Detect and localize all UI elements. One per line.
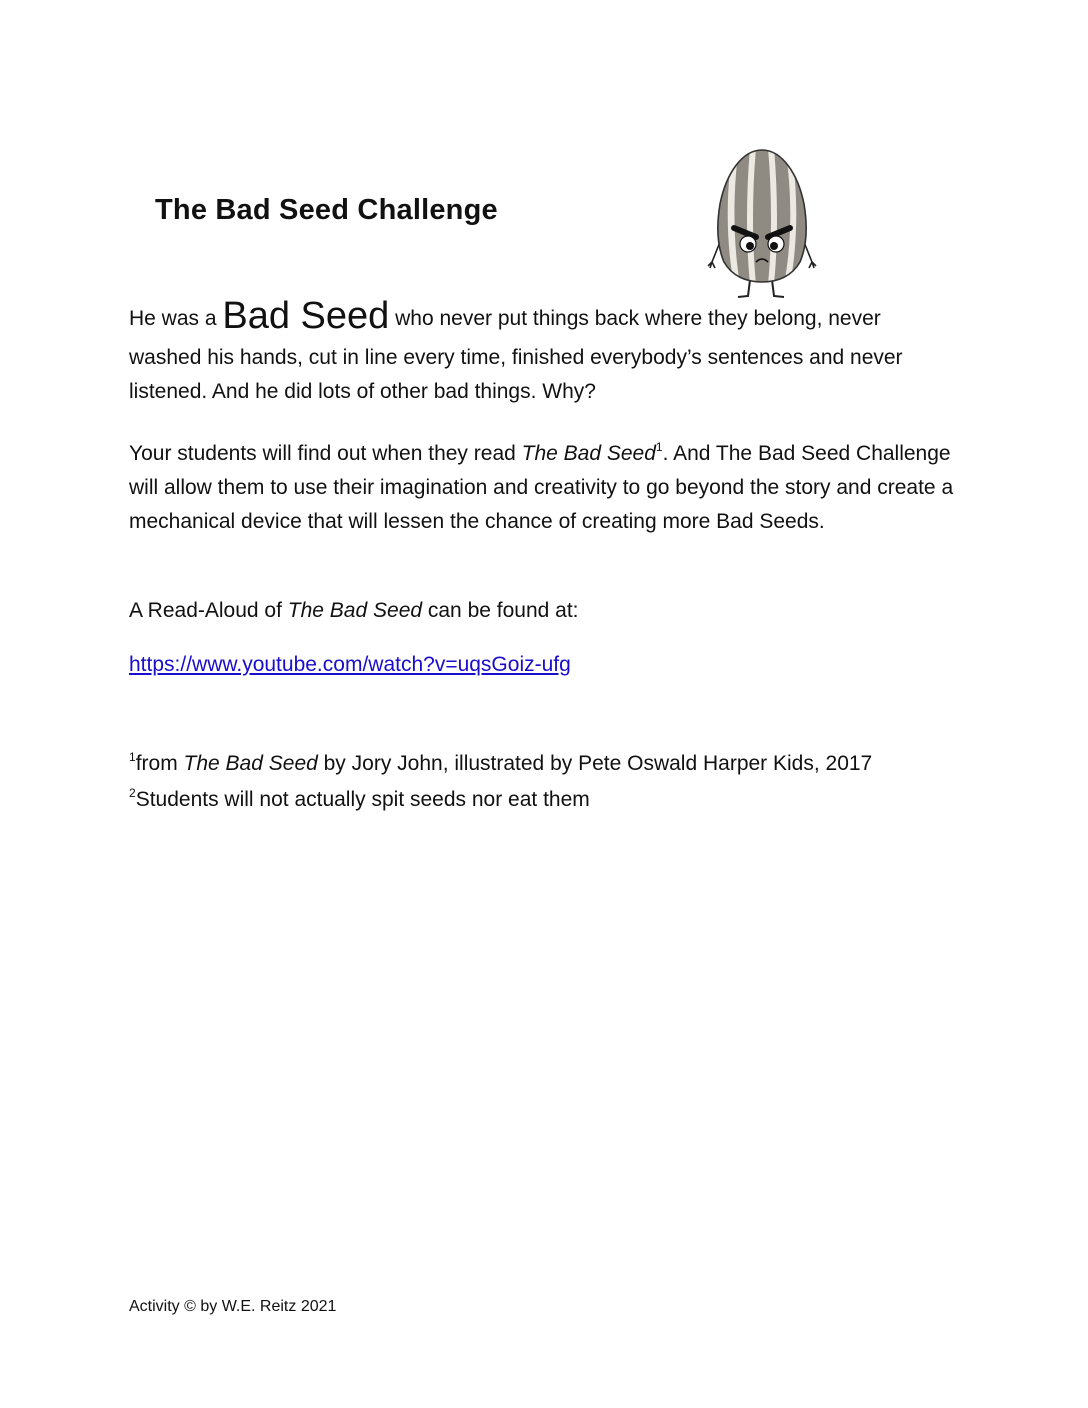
- book-title: The Bad Seed: [183, 752, 318, 775]
- book-title: The Bad Seed: [287, 599, 423, 622]
- page-title: The Bad Seed Challenge: [155, 194, 498, 226]
- angry-sunflower-seed-icon: [706, 144, 818, 300]
- intro-rest: washed his hands, cut in line every time, finished everybody’s sentences and never listened. And he did lots of other bad things. Why?: [129, 346, 903, 403]
- footnote-2: [129, 782, 872, 818]
- bad-seed-emphasis: Bad Seed: [222, 295, 390, 337]
- youtube-link[interactable]: https://www.youtube.com/watch?v=uqsGoiz-ufg: [129, 653, 571, 676]
- footnote-1-prefix: from: [135, 752, 184, 775]
- footnote-ref: 1: [655, 440, 663, 454]
- intro-prefix: He was a: [129, 307, 223, 330]
- intro-paragraph: [129, 296, 969, 409]
- footnote-marker: 1: [129, 750, 136, 764]
- footnotes: [129, 746, 872, 818]
- footnote-1: [129, 746, 872, 782]
- footnote-marker: 2: [129, 786, 136, 800]
- read-aloud-prefix: A Read-Aloud of: [129, 599, 288, 622]
- book-title: The Bad Seed: [521, 442, 656, 465]
- intro-suffix: who never put things back where they belong, never: [389, 307, 881, 330]
- read-aloud-suffix: can be found at:: [422, 599, 579, 622]
- challenge-paragraph: [129, 437, 969, 539]
- footnote-2-text: Students will not actually spit seeds nor eat them: [135, 788, 590, 811]
- challenge-prefix: Your students will find out when they read: [129, 442, 522, 465]
- footnote-1-suffix: by Jory John, illustrated by Pete Oswald Harper Kids, 2017: [317, 752, 873, 775]
- challenge-suffix: . And The Bad Seed Challenge will allow them to use their imagination and creativity to go beyond the story and create a mechanical device that will lessen the chance of creating more Bad Seeds.: [129, 442, 954, 533]
- copyright-notice: Activity © by W.E. Reitz 2021: [129, 1298, 337, 1315]
- read-aloud-paragraph: [129, 594, 969, 628]
